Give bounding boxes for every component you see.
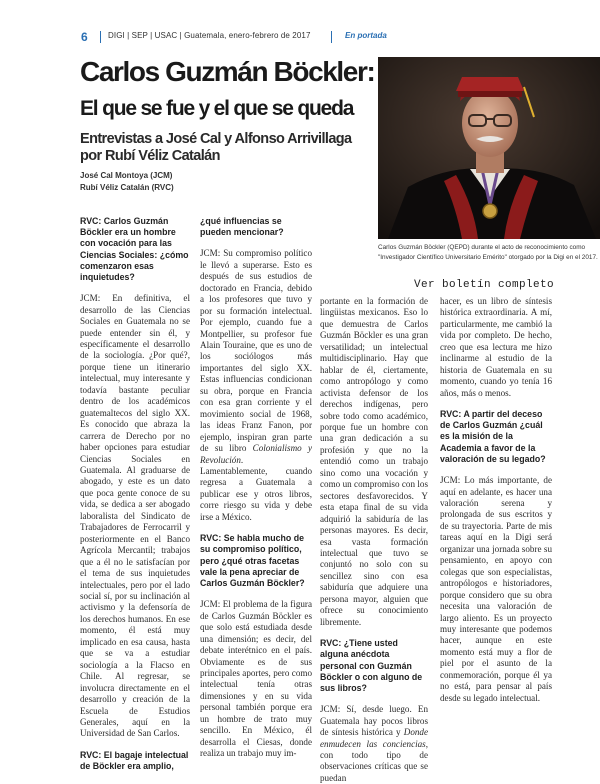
credit-line: Rubí Véliz Catalán (RVC) (80, 183, 174, 192)
photo-caption: Carlos Guzmán Böckler (QEPD) durante el acto de reconocimiento como "Investigador Científico Universitario Emérito" otorgado por la Digi en el 2017. (378, 244, 598, 261)
dek-line: Entrevistas a José Cal y Alfonso Arrivillaga (80, 131, 352, 147)
interview-question: RVC: A partir del deceso de Carlos Guzmán ¿cuál es la misión de la Academia a favor de la valoración de su legado? (440, 409, 546, 464)
header-divider (100, 31, 101, 43)
interview-credits (80, 170, 174, 194)
interview-answer: JCM: Sí, desde luego. En Guatemala hay pocos libros de síntesis histórica y Donde enmudecen las conciencias, con todo tipo de observaciones críticas que se puedan (320, 704, 428, 783)
interview-answer: JCM: Lo más importante, de aquí en adelante, es hacer una valoración serena y prolongada de sus escritos y de su trayectoria. Parte de mis tareas aquí en la Digi será organizar una jornada sobre su pensamiento, en apoyo con colegas que son especialistas, antropólogos e historiadores, porque considero que su obra necesita una valoración de largo aliento. Es un proyecto muy interesante que podemos hacer, aunque en este momento está muy a flor de piel por el asunto de la conmemoración, porque él ya no está, para pensar al país desde su legado intelectual. (440, 475, 552, 703)
interview-question: ¿qué influencias se pueden mencionar? (200, 216, 284, 238)
header-meta: DIGI | SEP | USAC | Guatemala, enero-febrero de 2017 (108, 31, 311, 40)
text-column-4 (440, 296, 552, 704)
header-divider (331, 31, 332, 43)
text-column-2 (200, 216, 312, 760)
article-subtitle: El que se fue y el que se queda (80, 97, 354, 120)
portrait-photo (378, 57, 600, 239)
interview-question: RVC: ¿Tiene usted alguna anécdota personal con Guzmán Böckler o con alguno de sus libros? (320, 638, 423, 693)
interview-answer: JCM: Su compromiso político le llevó a superarse. Esto es después de sus estudios de doctorado en Francia, debido a los profesores que tuvo y por su formación intelectual. Por ejemplo, cuando fue a Montpellier, su profesor fue Alain Touraine, que es uno de los sociólogos más importantes del siglo XX. Estas influencias condicionan su obra, porque en Francia con esa gran corriente y el movimiento social de 1968, las ideas Franz Fanon, por ejemplo, inspiran gran parte de su libro Colonialismo y Revolución. Lamentablemente, cuando regresa a Guatemala a publicar ese y otros libros, corre riesgo su vida y debe irse a México. (200, 248, 312, 522)
section-label: En portada (345, 31, 387, 40)
interview-answer: JCM: El problema de la figura de Carlos Guzmán Böckler es que solo está estudiada desde una dimensión; es decir, del debate interétnico en el país. Obviamente es de sus principales aportes, pero como intelectual tenía otras dimensiones y en su vida personal también porque era un hombre de trato muy sencillo. En México, él desarrolla el Ciesas, donde realiza un trabajo muy im- (200, 599, 312, 759)
article-dek (80, 131, 370, 165)
interview-question: RVC: Carlos Guzmán Böckler era un hombre con vocación para las Ciencias Sociales: ¿cómo comenzaron esas inquietudes? (80, 216, 189, 283)
text-column-1 (80, 216, 190, 772)
interview-question: RVC: El bagaje intelectual de Böckler era amplio, (80, 749, 189, 772)
portrait-illustration (378, 57, 600, 239)
article-title: Carlos Guzmán Böckler: (80, 56, 375, 87)
view-full-bulletin-link[interactable]: Ver boletín completo (414, 279, 555, 291)
interview-answer: hacer, es un libro de síntesis histórica extraordinaria. A mí, particularmente, me cambió la vida por completo. De hecho, creo que esa lectura me hizo inclinarme al estudio de la historia de Guatemala en su momento, cuando yo tenía 16 años, más o menos. (440, 296, 552, 398)
text-column-3 (320, 296, 428, 784)
dek-line: por Rubí Véliz Catalán (80, 148, 220, 164)
interview-question: RVC: Se habla mucho de su compromiso político, pero ¿qué otras facetas vale la pena apreciar de Carlos Guzmán Böckler? (200, 533, 305, 589)
book-title: Colonialismo y Revolución (200, 443, 312, 465)
interview-answer: portante en la formación de lingüistas mexicanos. Eso lo que demuestra de Carlos Guzmán Böckler es una gran versatilidad; un intelectual multidisciplinario. Hay que hablar de él, ciertamente, como antropólogo y como activista defensor de los derechos indígenas, pero sobre todo como académico, porque fue un hombre con una gran dedicación a su profesión y que no la entendió como un trabajo sino como una vocación y como un compromiso con los sectores desfavorecidos. Y esta etapa final de su vida adquirió la sabiduría de las personas mayores. Es decir, esa vasta formación intelectual que tuvo se conjuntó no solo con su sencillez sino con esa sabiduría que adquiere una persona mayor, alguien que ofrece su conocimiento libremente. (320, 296, 428, 627)
interview-answer: JCM: En definitiva, el desarrollo de las Ciencias Sociales en Guatemala no se puede entender sin él, y específicamente el desarrollo de la sociología. ¿Por qué?, porque tiene un itinerario intelectual, muy interesante y todavía bastante peculiar dentro de los académicos guatemaltecos del siglo XX. Es conocido que abraza la carrera de Derecho por no haber opciones para estudiar Ciencias Sociales en Guatemala. Al graduarse de abogado, y este es un dato que poca gente conoce de su vida, se dedica a ser abogado laboralista del Sindicato de Trabajadores de Ferrocarril y posteriormente en el Banco Agrícola Mercantil; trabajos que a él no le satisfacían por el tema de sus inquietudes intelectuales, pero por el lado social sí, por su inclinación al activismo y la defensoría de los derechos humanos. En ese momento, él está muy implicado en esa causa, hasta que se va a estudiar sociología a la Flacso en Chile. Al regresar, se involucra directamente en el desarrollo y creación de la Escuela de Estudios Generales, aquí en la Universidad de San Carlos. (80, 293, 190, 739)
page-number: 6 (81, 30, 88, 44)
book-title: Donde enmudecen las conciencias (320, 727, 428, 749)
credit-line: José Cal Montoya (JCM) (80, 171, 173, 180)
